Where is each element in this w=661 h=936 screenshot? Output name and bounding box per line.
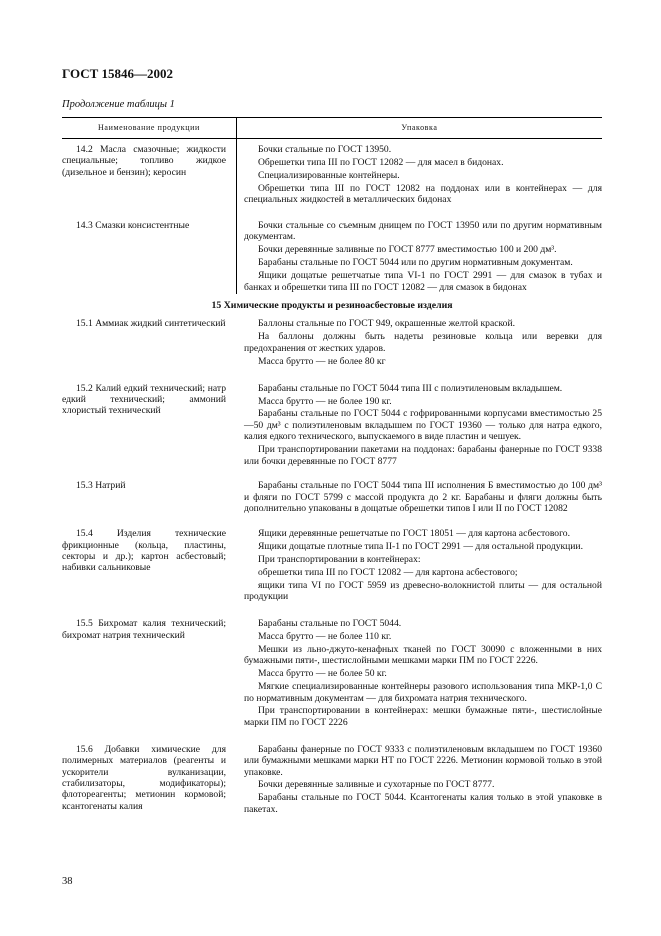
packaging-paragraph: Масса брутто — не более 50 кг. <box>258 668 387 680</box>
packaging-paragraph: Масса брутто — не более 110 кг. <box>258 631 392 642</box>
packaging-cell <box>236 383 602 469</box>
packaging-paragraph: При транспортировании пакетами на поддонах: барабаны фанерные по ГОСТ 9338 или бочки деревянные по ГОСТ 8777 <box>244 444 602 467</box>
packaging-paragraph: Мешки из льно-джуто-кенафных тканей по ГОСТ 30090 с вложенными в них бумажными пяти-, шестислойными мешками марки ПМ по ГОСТ 2226. <box>244 643 602 667</box>
table-row <box>62 480 602 516</box>
product-name-cell <box>62 383 236 469</box>
packaging-cell <box>236 480 602 516</box>
packaging-paragraph: ящики типа VI по ГОСТ 5959 из древесно-волокнистой плиты — для остальной продукции <box>244 579 602 603</box>
packaging-paragraph: Бочки деревянные заливные по ГОСТ 8777 вместимостью 100 и 200 дм³. <box>258 244 557 256</box>
packaging-cell <box>236 744 602 817</box>
section-heading: 15 Химические продукты и резиноасбестовые изделия <box>211 300 453 312</box>
table-row <box>62 618 602 730</box>
packaging-paragraph: Ящики дощатые плотные типа II-1 по ГОСТ 2991 — для остальной продукции. <box>258 541 583 553</box>
packaging-cell <box>236 318 602 368</box>
product-name: 15.4 Изделия технические фрикционные (кольца, пластины, секторы и др.); картон асбестовый; набивки сальниковые <box>62 528 226 574</box>
packaging-paragraph: Обрешетки типа III по ГОСТ 12082 на поддонах или в контейнерах — для специальных жидкостей в металлических бидонах <box>244 182 602 206</box>
packaging-paragraph: Ящики деревянные решетчатые по ГОСТ 18051 — для картона асбестового. <box>258 528 570 540</box>
packaging-paragraph: Барабаны стальные по ГОСТ 5044 с гофрированными корпусами вместимостью 25—50 дм³ с полиэтиленовым вкладышем по ГОСТ 19360 — только для натра едкого, калия едкого технического, выпускаемого в виде пластин и чешуек. <box>244 408 602 443</box>
product-name-cell <box>62 220 236 294</box>
product-name: 15.3 Натрий <box>76 480 126 492</box>
column-header-product-name: Наименование продукции <box>62 118 237 138</box>
product-name-cell <box>62 528 236 604</box>
column-divider <box>236 139 237 294</box>
packaging-paragraph: Мягкие специализированные контейнеры разового использования типа МКР-1,0 С по нормативным документам — для бихромата натрия технического. <box>244 681 602 704</box>
product-name-cell <box>62 318 236 368</box>
packaging-paragraph: На баллоны должны быть надеты резиновые кольца или веревки для предохранения от жестких ударов. <box>244 331 602 354</box>
packaging-paragraph: Бочки стальные со съемным днищем по ГОСТ 13950 или по другим нормативным документам. <box>244 220 602 243</box>
product-name: 15.2 Калий едкий технический; натр едкий технический; аммоний хлористый технический <box>62 382 226 417</box>
standard-title: ГОСТ 15846—2002 <box>62 66 174 81</box>
packaging-paragraph: Бочки деревянные заливные и сухотарные по ГОСТ 8777. <box>258 779 495 791</box>
product-name-cell <box>62 144 236 207</box>
packaging-paragraph: При транспортировании в контейнерах: <box>258 553 421 565</box>
product-name: 14.3 Смазки консистентные <box>76 220 190 232</box>
table-header <box>62 118 602 139</box>
packaging-paragraph: Барабаны стальные по ГОСТ 5044. Ксантогенаты калия только в этой упаковке в пакетах. <box>244 792 602 815</box>
packaging-paragraph: Баллоны стальные по ГОСТ 949, окрашенные желтой краской. <box>258 318 515 330</box>
table-row <box>62 220 602 294</box>
table-row <box>62 318 602 368</box>
packaging-cell <box>236 144 602 207</box>
packaging-paragraph: Барабаны стальные по ГОСТ 5044 типа III исполнения Б вместимостью до 100 дм³ и фляги по ГОСТ 5799 с массой продукта до 2 кг. Барабаны и фляги должны быть дополнительно упакованы в дощатые обрешетки типов I или II по ГОСТ 12082 <box>244 480 602 515</box>
page-number: 38 <box>62 876 73 887</box>
product-packaging-table <box>62 117 602 817</box>
packaging-paragraph: обрешетки типа III по ГОСТ 12082 — для картона асбестового; <box>258 566 518 578</box>
packaging-paragraph: Масса брутто — не более 190 кг. <box>258 395 392 407</box>
table-body <box>62 139 602 817</box>
packaging-paragraph: При транспортировании в контейнерах: мешки бумажные пяти-, шестислойные марки ПМ по ГОСТ 2226 <box>244 705 602 728</box>
product-name: 15.5 Бихромат калия технический; бихромат натрия технический <box>62 618 226 641</box>
product-name-cell <box>62 744 236 817</box>
table-continuation-caption: Продолжение таблицы 1 <box>62 99 175 110</box>
product-name: 15.1 Аммиак жидкий синтетический <box>76 318 226 330</box>
packaging-paragraph: Барабаны стальные по ГОСТ 5044 или по другим нормативным документам. <box>258 257 573 269</box>
table-row <box>62 528 602 604</box>
packaging-cell <box>236 220 602 294</box>
packaging-cell <box>236 618 602 730</box>
packaging-paragraph: Барабаны стальные по ГОСТ 5044 типа III с полиэтиленовым вкладышем. <box>258 382 563 394</box>
product-name: 15.6 Добавки химические для полимерных материалов (реагенты и ускорители вулканизации, стабилизаторы, модификаторы); флотореагенты; метионин кормовой; ксантогенаты калия <box>62 743 226 812</box>
product-name-cell <box>62 480 236 516</box>
packaging-paragraph: Масса брутто — не более 80 кг <box>258 355 386 367</box>
packaging-cell <box>236 528 602 604</box>
packaging-paragraph: Ящики дощатые решетчатые типа VI-1 по ГОСТ 2991 — для смазок в тубах и банках и обрешетки типа III по ГОСТ 12082 — для смазок в бидонах <box>244 270 602 293</box>
column-header-packaging: Упаковка <box>401 123 438 132</box>
product-name-cell <box>62 618 236 730</box>
packaging-paragraph: Обрешетки типа III по ГОСТ 12082 — для масел в бидонах. <box>258 156 504 168</box>
packaging-paragraph: Барабаны стальные по ГОСТ 5044. <box>258 618 402 630</box>
packaging-paragraph: Специализированные контейнеры. <box>258 169 400 181</box>
table-row <box>62 744 602 817</box>
table-row <box>62 383 602 469</box>
product-name: 14.2 Масла смазочные; жидкости специальные; топливо жидкое (дизельное и бензин); керосин <box>62 144 226 178</box>
table-row <box>62 144 602 207</box>
packaging-paragraph: Бочки стальные по ГОСТ 13950. <box>258 144 392 155</box>
packaging-paragraph: Барабаны фанерные по ГОСТ 9333 с полиэтиленовым вкладышем по ГОСТ 19360 или бумажными мешками марки НТ по ГОСТ 2226. Метионин кормовой только в этой упаковке. <box>244 743 602 778</box>
